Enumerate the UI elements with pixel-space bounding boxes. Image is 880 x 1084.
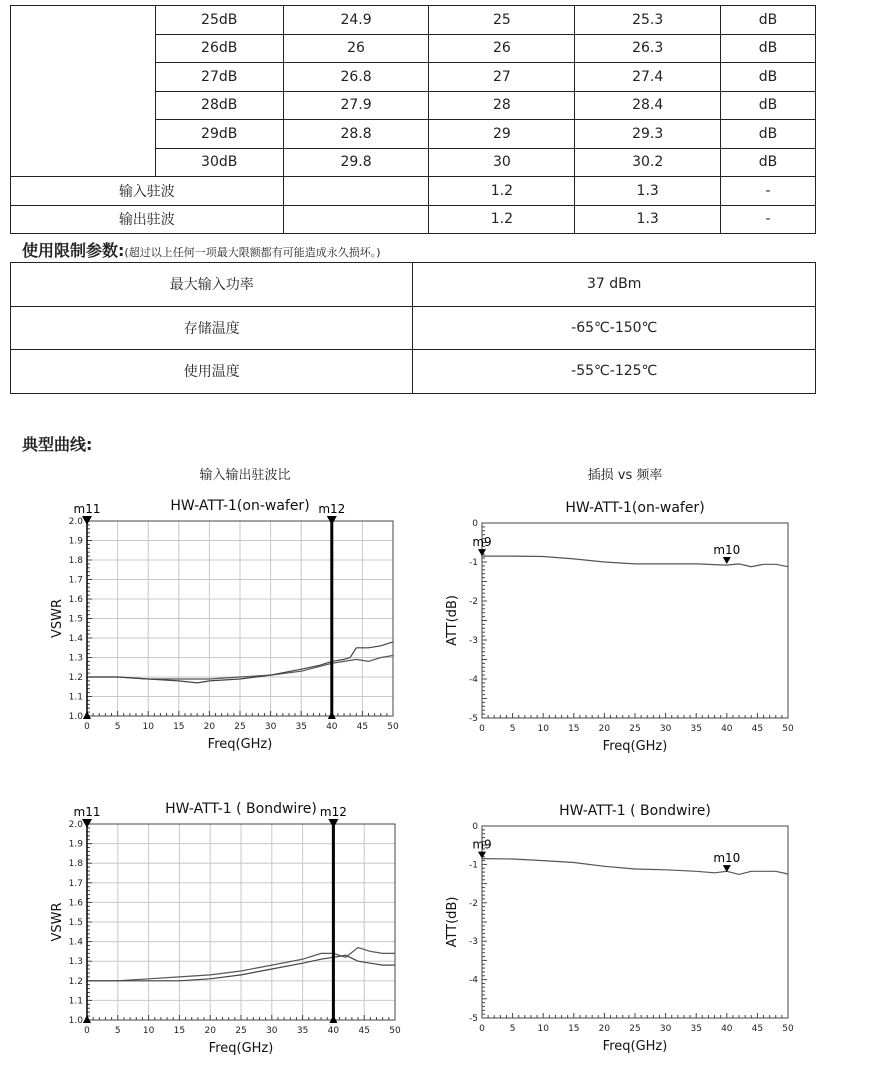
input-vswr-label: 输入驻波 (11, 177, 284, 206)
x-tick-label: 35 (690, 1024, 702, 1034)
x-tick-label: 50 (782, 1024, 794, 1034)
table-row (11, 306, 816, 350)
att-on-wafer-chart (435, 490, 805, 765)
marker-label: m10 (713, 542, 741, 557)
series-line (482, 859, 788, 875)
x-tick-label: 15 (173, 1026, 186, 1036)
table-cell: 29 (429, 120, 575, 149)
y-tick-label: -2 (469, 597, 478, 607)
spec-table (10, 5, 816, 234)
table-cell: - (721, 177, 816, 206)
table-cell: 24.9 (283, 6, 429, 35)
x-tick-label: 35 (296, 1026, 309, 1036)
y-tick-label: 1.3 (68, 957, 83, 968)
y-tick-label: 1.1 (68, 692, 83, 703)
x-tick-label: 0 (479, 724, 485, 734)
x-tick-label: 45 (751, 1024, 764, 1034)
limits-title: 使用限制参数: (22, 241, 125, 260)
table-cell: dB (721, 148, 816, 177)
y-tick-label: -5 (469, 1014, 478, 1024)
table-row (11, 350, 816, 394)
x-tick-label: 10 (142, 1026, 155, 1036)
x-tick-label: 20 (598, 1024, 611, 1034)
table-cell: 26.3 (575, 34, 721, 63)
table-cell: 30dB (155, 148, 283, 177)
x-tick-label: 25 (629, 1024, 641, 1034)
y-tick-label: 1.5 (68, 918, 83, 928)
table-cell: 1.2 (429, 205, 575, 234)
y-tick-label: 1.6 (68, 898, 83, 909)
limit-label: 存储温度 (11, 306, 413, 350)
chart-title: HW-ATT-1 ( Bondwire) (559, 803, 711, 819)
table-cell: dB (721, 6, 816, 35)
y-tick-label: -2 (469, 898, 478, 909)
table-cell: 28.4 (575, 91, 721, 120)
curves-title: 典型曲线: (22, 435, 93, 454)
x-tick-label: 20 (204, 1026, 216, 1036)
y-tick-label: 1.4 (68, 937, 83, 948)
limit-label: 使用温度 (11, 350, 413, 394)
x-tick-label: 45 (751, 724, 764, 734)
table-cell: 29dB (155, 120, 283, 149)
y-tick-label: -5 (469, 714, 478, 724)
y-tick-label: 1.9 (68, 839, 83, 850)
x-tick-label: 0 (84, 722, 90, 732)
y-tick-label: 0 (472, 822, 478, 832)
y-tick-label: -4 (469, 975, 478, 986)
x-tick-label: 5 (114, 1026, 121, 1036)
y-tick-label: 1.1 (68, 996, 83, 1007)
table-cell: 26 (429, 34, 575, 63)
y-tick-label: 1.0 (68, 1016, 83, 1026)
chart-title: HW-ATT-1 ( Bondwire) (165, 801, 317, 817)
table-cell: 27dB (155, 63, 283, 92)
x-tick-label: 30 (266, 1026, 278, 1036)
chart-title: HW-ATT-1(on-wafer) (565, 500, 705, 516)
y-tick-label: 1.9 (68, 536, 83, 547)
x-tick-label: 0 (479, 1024, 485, 1034)
y-tick-label: 1.7 (68, 575, 83, 586)
x-tick-label: 10 (142, 722, 154, 732)
y-tick-label: -3 (469, 636, 478, 646)
x-axis-label: Freq(GHz) (207, 737, 273, 752)
limit-value: -55℃-125℃ (413, 350, 816, 394)
y-tick-label: 1.2 (68, 976, 83, 987)
x-tick-label: 40 (721, 724, 733, 734)
table-row (11, 6, 816, 35)
y-tick-label: 1.3 (68, 653, 83, 664)
series-line (482, 556, 788, 567)
y-axis-label: VSWR (50, 902, 65, 942)
vswr-on-wafer-chart (40, 490, 410, 765)
x-tick-label: 20 (598, 724, 611, 734)
table-cell: 26.8 (283, 63, 429, 92)
x-tick-label: 50 (389, 1026, 401, 1036)
x-tick-label: 45 (358, 1026, 370, 1036)
x-tick-label: 35 (690, 724, 702, 734)
y-tick-label: 1.4 (68, 634, 83, 644)
plot-frame (482, 826, 788, 1018)
table-cell: 25 (429, 6, 575, 35)
x-tick-label: 40 (327, 1026, 340, 1036)
marker-bottom-triangle (329, 1015, 337, 1023)
y-axis-label: ATT(dB) (445, 595, 460, 646)
marker-triangle (478, 852, 486, 859)
y-tick-label: 0 (472, 519, 478, 529)
y-tick-label: -1 (469, 558, 478, 568)
y-tick-label: 1.8 (68, 556, 83, 566)
chart-title: HW-ATT-1(on-wafer) (170, 498, 310, 514)
vswr-bondwire-chart (40, 786, 410, 1076)
x-axis-label: Freq(GHz) (602, 739, 668, 754)
plot-frame (482, 523, 788, 718)
y-tick-label: 2.0 (68, 517, 83, 527)
table-cell: 28.8 (283, 120, 429, 149)
y-tick-label: -1 (469, 860, 478, 871)
table-row (11, 263, 816, 307)
limit-value: 37 dBm (413, 263, 816, 307)
limits-note: (超过以上任何一项最大限额都有可能造成永久损坏。) (124, 246, 381, 259)
x-tick-label: 10 (537, 1024, 549, 1034)
y-tick-label: -3 (469, 937, 478, 948)
x-tick-label: 30 (264, 722, 277, 732)
x-tick-label: 30 (659, 1024, 672, 1034)
y-tick-label: 1.6 (68, 595, 83, 605)
x-tick-label: 10 (537, 724, 549, 734)
marker-triangle (723, 865, 731, 872)
table-cell: 29.3 (575, 120, 721, 149)
y-tick-label: 2.0 (68, 820, 83, 830)
table-cell: 1.3 (575, 205, 721, 234)
y-tick-label: 1.0 (68, 712, 83, 722)
x-tick-label: 0 (84, 1026, 90, 1036)
table-cell: 25.3 (575, 6, 721, 35)
table-cell: 28dB (155, 91, 283, 120)
x-axis-label: Freq(GHz) (208, 1041, 274, 1056)
table-cell: 30 (429, 148, 575, 177)
x-tick-label: 45 (356, 722, 369, 732)
table-cell (283, 177, 429, 206)
x-tick-label: 30 (659, 724, 672, 734)
attenuation-group-cell (11, 6, 156, 177)
marker-label: m12 (318, 502, 346, 516)
att-caption: 插损 vs 频率 (587, 468, 663, 483)
x-tick-label: 5 (509, 1024, 516, 1034)
y-tick-label: 1.7 (68, 878, 83, 889)
y-tick-label: 1.2 (68, 673, 83, 683)
table-cell: 1.3 (575, 177, 721, 206)
x-tick-label: 5 (509, 724, 516, 734)
x-tick-label: 50 (387, 722, 399, 732)
table-cell: 29.8 (283, 148, 429, 177)
output-vswr-label: 输出驻波 (11, 205, 284, 234)
x-tick-label: 25 (629, 724, 641, 734)
marker-label: m10 (713, 851, 741, 866)
marker-bottom-triangle (328, 711, 336, 719)
x-tick-label: 25 (234, 722, 246, 732)
table-cell: dB (721, 63, 816, 92)
table-cell: 1.2 (429, 177, 575, 206)
att-bondwire-chart (435, 786, 805, 1076)
table-cell: dB (721, 120, 816, 149)
x-tick-label: 15 (173, 722, 185, 732)
y-axis-label: ATT(dB) (445, 896, 460, 948)
vswr-caption: 输入输出驻波比 (199, 468, 291, 483)
limits-table (10, 262, 816, 394)
limits-heading (22, 238, 381, 261)
limit-value: -65℃-150℃ (413, 306, 816, 350)
x-axis-label: Freq(GHz) (602, 1039, 668, 1054)
x-tick-label: 50 (782, 724, 794, 734)
marker-triangle (478, 549, 486, 556)
table-cell: 26dB (155, 34, 283, 63)
table-cell: 26 (283, 34, 429, 63)
x-tick-label: 35 (295, 722, 307, 732)
table-row (11, 205, 816, 234)
x-tick-label: 40 (326, 722, 338, 732)
table-cell: dB (721, 91, 816, 120)
table-cell: 28 (429, 91, 575, 120)
x-tick-label: 25 (235, 1026, 247, 1036)
x-tick-label: 40 (721, 1024, 733, 1034)
table-cell: - (721, 205, 816, 234)
x-tick-label: 15 (568, 724, 580, 734)
marker-label: m11 (73, 502, 101, 516)
table-cell (283, 205, 429, 234)
y-tick-label: -4 (469, 675, 478, 685)
marker-triangle (723, 557, 731, 564)
x-tick-label: 5 (114, 722, 121, 732)
marker-label: m11 (73, 805, 101, 819)
table-cell: 25dB (155, 6, 283, 35)
table-cell: 27.9 (283, 91, 429, 120)
y-tick-label: 1.8 (68, 859, 83, 870)
y-tick-label: 1.5 (68, 614, 83, 625)
table-cell: 30.2 (575, 148, 721, 177)
x-tick-label: 20 (203, 722, 216, 732)
x-tick-label: 15 (568, 1024, 580, 1034)
limit-label: 最大输入功率 (11, 263, 413, 307)
table-cell: dB (721, 34, 816, 63)
marker-label: m9 (472, 535, 492, 550)
marker-label: m12 (319, 805, 347, 819)
y-axis-label: VSWR (50, 598, 65, 639)
table-cell: 27 (429, 63, 575, 92)
table-cell: 27.4 (575, 63, 721, 92)
table-row (11, 177, 816, 206)
marker-label: m9 (472, 837, 492, 852)
